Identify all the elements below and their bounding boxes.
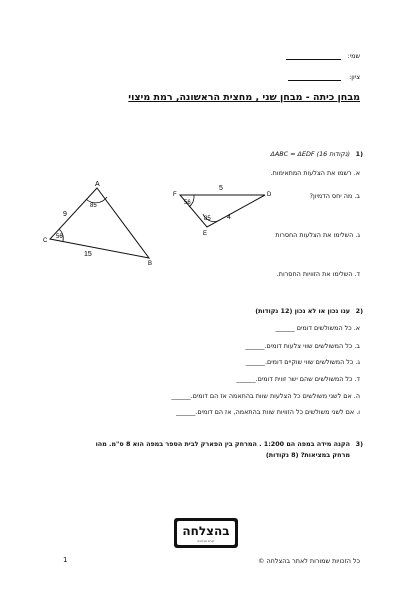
q2-statement: ענו נכון או לא נכון (12 נקודות) [255, 307, 350, 315]
angle-e-label: 85 [204, 216, 211, 222]
page-title: מבחן כיתה - מבחן שני , מחצית הראשונה, רמת מיצוי [128, 92, 360, 103]
name-label: שמי: [347, 52, 360, 60]
side-ac-label: 9 [63, 211, 67, 218]
q2-item[interactable]: ד. כל המשולשים שהם ישר זווית דומים.______ [236, 375, 360, 383]
q1-part-a: א. רשמו את הצלעות המתאימות. [270, 169, 360, 177]
page-number: 1 [63, 556, 68, 564]
vertex-a-label: A [95, 181, 100, 188]
q2-item[interactable]: ג. כל המשולשים שווי שוקיים דומים.______ [245, 358, 360, 366]
name-line[interactable] [286, 59, 341, 60]
angle-c-label: 56 [56, 234, 63, 240]
side-cb-label: 15 [84, 251, 92, 258]
q2-item[interactable]: ה. אם לשני משולשים כל הצלעות שוות בהתאמה אז הם דומים.______ [171, 392, 360, 400]
angle-a-label: 85 [90, 203, 97, 209]
vertex-d-label: D [267, 192, 272, 198]
q1-number: 1) [355, 150, 363, 158]
q3-number: 3) [355, 440, 363, 448]
q3-line-2: מרחק במציאות? (8 נקודות) [265, 451, 350, 459]
q2-item[interactable]: ב. כל המשולשים שווי צלעות דומים.______ [245, 342, 360, 350]
q2-item[interactable]: א. כל המשולשים דומים ______ [275, 324, 360, 332]
angle-f-label: 56 [184, 200, 191, 206]
q2-item[interactable]: ו. אם לשני משולשים כל הזוויות שוות בהתאמה, אז הם דומים.______ [176, 408, 360, 416]
q3-line-1: הקנה מידה במפה הם 1:200 . המרחק בין הפארק לבית הספר במפה הוא 8 ס"מ. מהו [95, 440, 350, 448]
q1-part-d: ד. השלימו את הזוויות החסרות. [276, 270, 360, 278]
q1-part-b: ב. מה יחס הדמיון? [309, 192, 360, 200]
triangle-edf [170, 182, 275, 242]
vertex-c-label: C [43, 238, 48, 244]
logo-subtext: קורס מבחנים [197, 539, 215, 543]
triangle-abc [40, 178, 160, 270]
vertex-b-label: B [148, 261, 153, 267]
grade-label: ציון: [349, 73, 360, 81]
grade-line[interactable] [288, 80, 341, 81]
vertex-f-label: F [173, 192, 177, 198]
q1-part-c: ג. השלימו את הצלעות החסרות [275, 231, 360, 239]
copyright-text: כל הזכויות שמורות לאתר בהצלחה © [258, 557, 360, 565]
q1-statement: ΔABC ≈ ΔEDF (16 נקודות) [270, 150, 350, 158]
vertex-e-label: E [203, 231, 208, 237]
logo-badge [174, 518, 238, 548]
side-ed-label: 4 [227, 214, 231, 221]
side-fd-label: 5 [219, 185, 223, 192]
logo-text: בהצלחה [182, 524, 230, 538]
q2-number: 2) [355, 307, 363, 315]
